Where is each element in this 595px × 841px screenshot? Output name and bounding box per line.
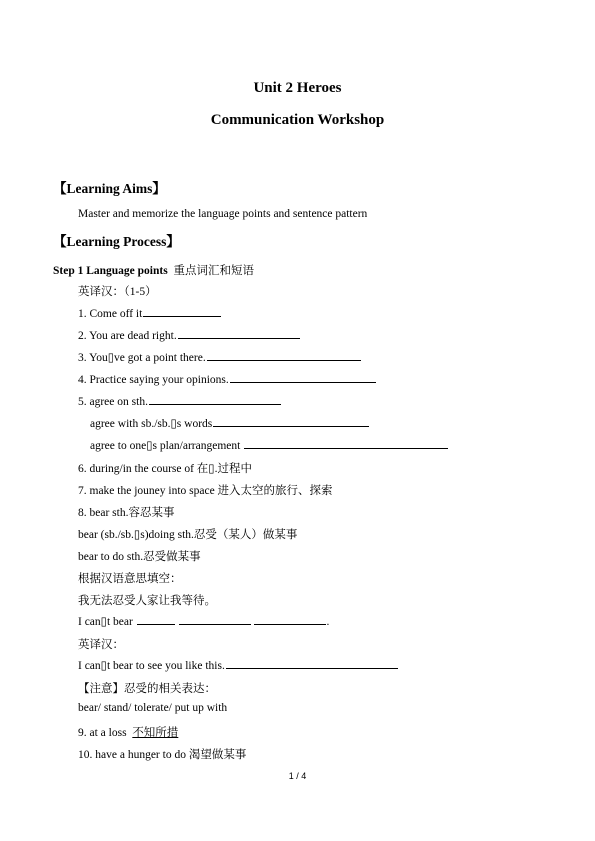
note-text: bear/ stand/ tolerate/ put up with [78, 702, 228, 714]
step1-heading-cn: 重点词汇和短语 [173, 265, 254, 277]
item-5a-text: agree with sb./sb.▯s words [90, 418, 213, 430]
page-number: 1 / 4 [288, 771, 307, 781]
item-6: 6. during/in the course of 在▯.过程中 [78, 463, 253, 475]
page-subtitle: Communication Workshop [210, 112, 385, 128]
item-1-blank[interactable] [143, 306, 221, 317]
item-5a [90, 416, 369, 430]
item-9-text: 9. at a loss [78, 727, 127, 739]
item-2-blank[interactable] [178, 328, 300, 339]
item-8: 8. bear sth.容忍某事 [78, 507, 175, 519]
step1-heading-en: Step 1 Language points [53, 265, 168, 277]
item-4-blank[interactable] [230, 372, 376, 383]
fill-english-sentence: I can▯t bear . [78, 616, 330, 628]
fill-blank-3[interactable] [254, 614, 326, 625]
item-2-text: 2. You are dead right. [78, 330, 177, 342]
fill-blank-1[interactable] [137, 614, 175, 625]
item-5a-blank[interactable] [213, 416, 369, 427]
learning-aims-text: Master and memorize the language points and sentence pattern [78, 208, 368, 220]
translate-blank[interactable] [226, 658, 398, 669]
item-1 [78, 306, 221, 320]
item-5b [90, 438, 448, 452]
item-4-text: 4. Practice saying your opinions. [78, 374, 229, 386]
item-1-text: 1. Come off it [78, 308, 143, 320]
note-heading: 【注意】忍受的相关表达： [78, 683, 216, 695]
item-8a: bear (sb./sb.▯s)doing sth.忍受（某人）做某事 [78, 529, 298, 541]
item-8b: bear to do sth.忍受做某事 [78, 551, 201, 563]
translate-sentence [78, 658, 398, 672]
item-5b-blank[interactable] [244, 438, 448, 449]
step1-heading [53, 262, 254, 278]
item-3 [78, 350, 361, 364]
learning-process-heading: 【Learning Process】 [53, 234, 180, 249]
item-7: 7. make the jouney into space 进入太空的旅行、探索 [78, 485, 333, 497]
translate-instruction-1: 英译汉：（1-5） [78, 286, 157, 298]
fill-blank-2[interactable] [179, 614, 251, 625]
fill-instruction: 根据汉语意思填空： [78, 573, 182, 585]
item-4 [78, 372, 376, 386]
learning-aims-heading: 【Learning Aims】 [53, 181, 166, 196]
translate-instruction-2: 英译汉： [78, 639, 124, 651]
item-3-blank[interactable] [207, 350, 361, 361]
fill-chinese-sentence: 我无法忍受人家让我等待。 [78, 595, 216, 607]
item-10: 10. have a hunger to do 渴望做某事 [78, 749, 247, 761]
item-9 [78, 724, 178, 740]
translate-sentence-text: I can▯t bear to see you like this. [78, 660, 225, 672]
item-5 [78, 394, 281, 408]
item-9-meaning: 不知所措 [132, 727, 179, 739]
item-5-blank[interactable] [149, 394, 281, 405]
item-5b-text: agree to one▯s plan/arrangement [90, 440, 241, 452]
item-3-text: 3. You▯ve got a point there. [78, 352, 206, 364]
item-2 [78, 328, 300, 342]
fill-english-text: I can▯t bear [78, 616, 133, 628]
item-5-text: 5. agree on sth. [78, 396, 148, 408]
page-title: Unit 2 Heroes [253, 80, 342, 96]
